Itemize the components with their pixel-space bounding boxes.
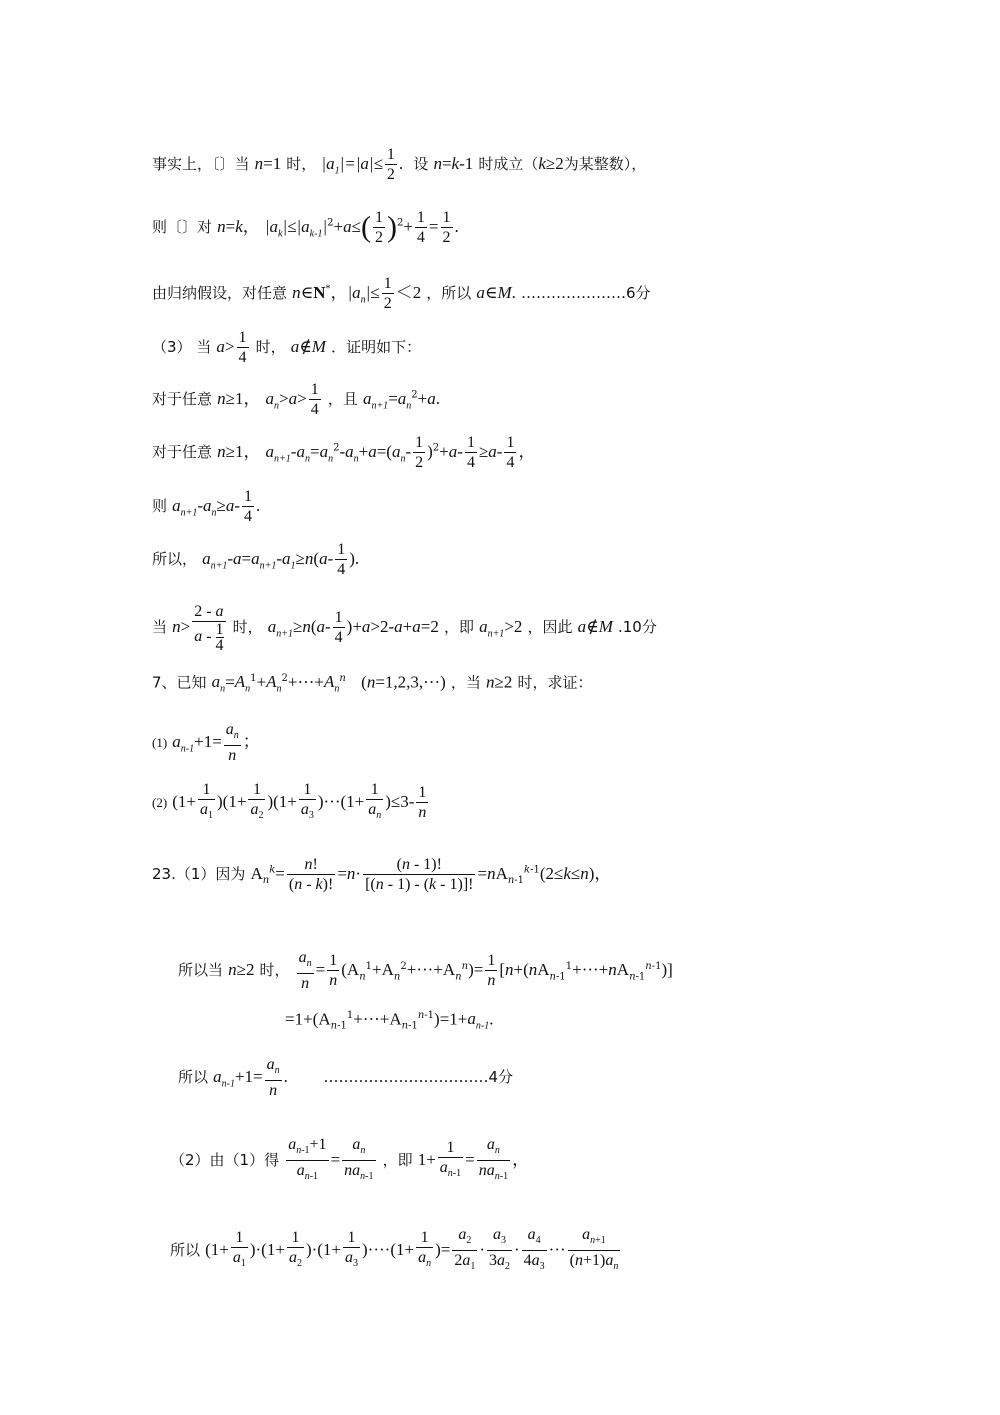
question-7-part-1: (1) $a_{n-1}+1=$ $\frac{a_n}{n}$ ；	[152, 721, 260, 765]
line-1: 事实上，〔〕当 n=1 时， $|a_1|=|a|\le$ $\frac{1}{2}$ . 设 n=k-1 时成立（k≥2为某整数），	[152, 146, 647, 183]
line-7: 则 $a_{n+1}-a_n\ge a-$ $\frac{1}{4}$ .	[152, 488, 261, 525]
line-6: 对于任意 n≥1， $a_{n+1}-a_n=a_n^2-a_n+a=(a_n-$ $\frac{1}{2}$ )$^2$+a- $\frac{1}{4}$ ≥a- $\frac{1}{4}$ ，	[152, 434, 536, 471]
solution-23-line-2: 所以当 n≥2 时， $\frac{a_n}{n}$ = $\frac{1}{n}$ $(A_n^1+A_n^2+\cdot\cdot\cdot+A_n^n)=$ $\frac{1}{n}$ $[n+(nA_{n-1}^1+\cdot\cdot\cdot+nA_{n-1}^{n-1})]$	[178, 949, 673, 993]
line-3: 由归纳假设，对任意 n∈N*，$|a_n|\le$ $\frac{1}{2}$ ＜2 ，所以 a∈M. …………………6分	[152, 275, 651, 312]
line-2: 则〔〕对 n=k， $|a_k|\le|a_{k-1}|^2+a\le$( $\frac{1}{2}$ )$^2$+ $\frac{1}{4}$ = $\frac{1}{2}$ .	[152, 209, 459, 246]
solution-23-line-4: 所以 $a_{n-1}+1=$ $\frac{a_n}{n}$ . ……………………………4分	[178, 1056, 514, 1100]
line-4: （3） 当 a> $\frac{1}{4}$ 时， a∉M ．证明如下：	[152, 329, 422, 366]
question-7-part-2: (2) (1+ $\frac{1}{a_1}$ )(1+ $\frac{1}{a_2}$ )(1+ $\frac{1}{a_3}$ )···(1+ $\frac{1}{a_n}$ )≤3- $\frac{1}{n}$	[152, 781, 427, 822]
solution-23-part-2: （2）由（1）得 $\frac{a_{n-1}+1}{a_{n-1}}$ = $\frac{a_n}{na_{n-1}}$ ，即 1+ $\frac{1}{a_{n-1}}$ = $\frac{a_n}{na_{n-1}}$ ，	[170, 1136, 530, 1183]
solution-23-last: 所以 (1+ $\frac{1}{a_1}$ )·(1+ $\frac{1}{a_2}$ )·(1+ $\frac{1}{a_3}$ )····(1+ $\frac{1}{a_n}$ )= $\frac{a_2}{2a_1}$ · $\frac{a_3}{3a_2}$ · $\frac{a_4}{4a_3}$ ··· $\frac{a_{n+1}}{(n+1)a_n}$	[170, 1226, 619, 1273]
solution-23-part-1: 23.（1）因为 $A_n^k=$ $\frac{n!}{(n - k)!}$ =n· $\frac{(n - 1)!}{[(n - 1) - (k - 1)]!}$ $=nA_{n-1}^{k-1}(2\le k\le n)$，	[152, 856, 612, 893]
question-7: 7、已知 $a_n=A_n^1+A_n^2+\cdot\cdot\cdot+A_n^n$ (n=1,2,3,···) ，当 n≥2 时，求证：	[152, 672, 593, 695]
line-8: 所以， $a_{n+1}-a=a_{n+1}-a_1\ge n(a-$ $\frac{1}{4}$ ).	[152, 541, 360, 578]
line-9: 当 n> 2 - a a - $\frac{1}{4}$ 时， $a_{n+1}\ge n(a-$ $\frac{1}{4}$ )+a>2-a+a=2 ，即 $a_{n+1}>2$ ，因此 a∉M .10分	[152, 603, 657, 654]
line-5: 对于任意 n≥1， $a_n>a>$ $\frac{1}{4}$ ，且 $a_{n+1}=a_n^2+a$.	[152, 381, 440, 418]
solution-23-line-3: $=1+(A_{n-1}^1+\cdot\cdot\cdot+A_{n-1}^{n-1})=1+a_{n-1}$.	[285, 1009, 494, 1032]
